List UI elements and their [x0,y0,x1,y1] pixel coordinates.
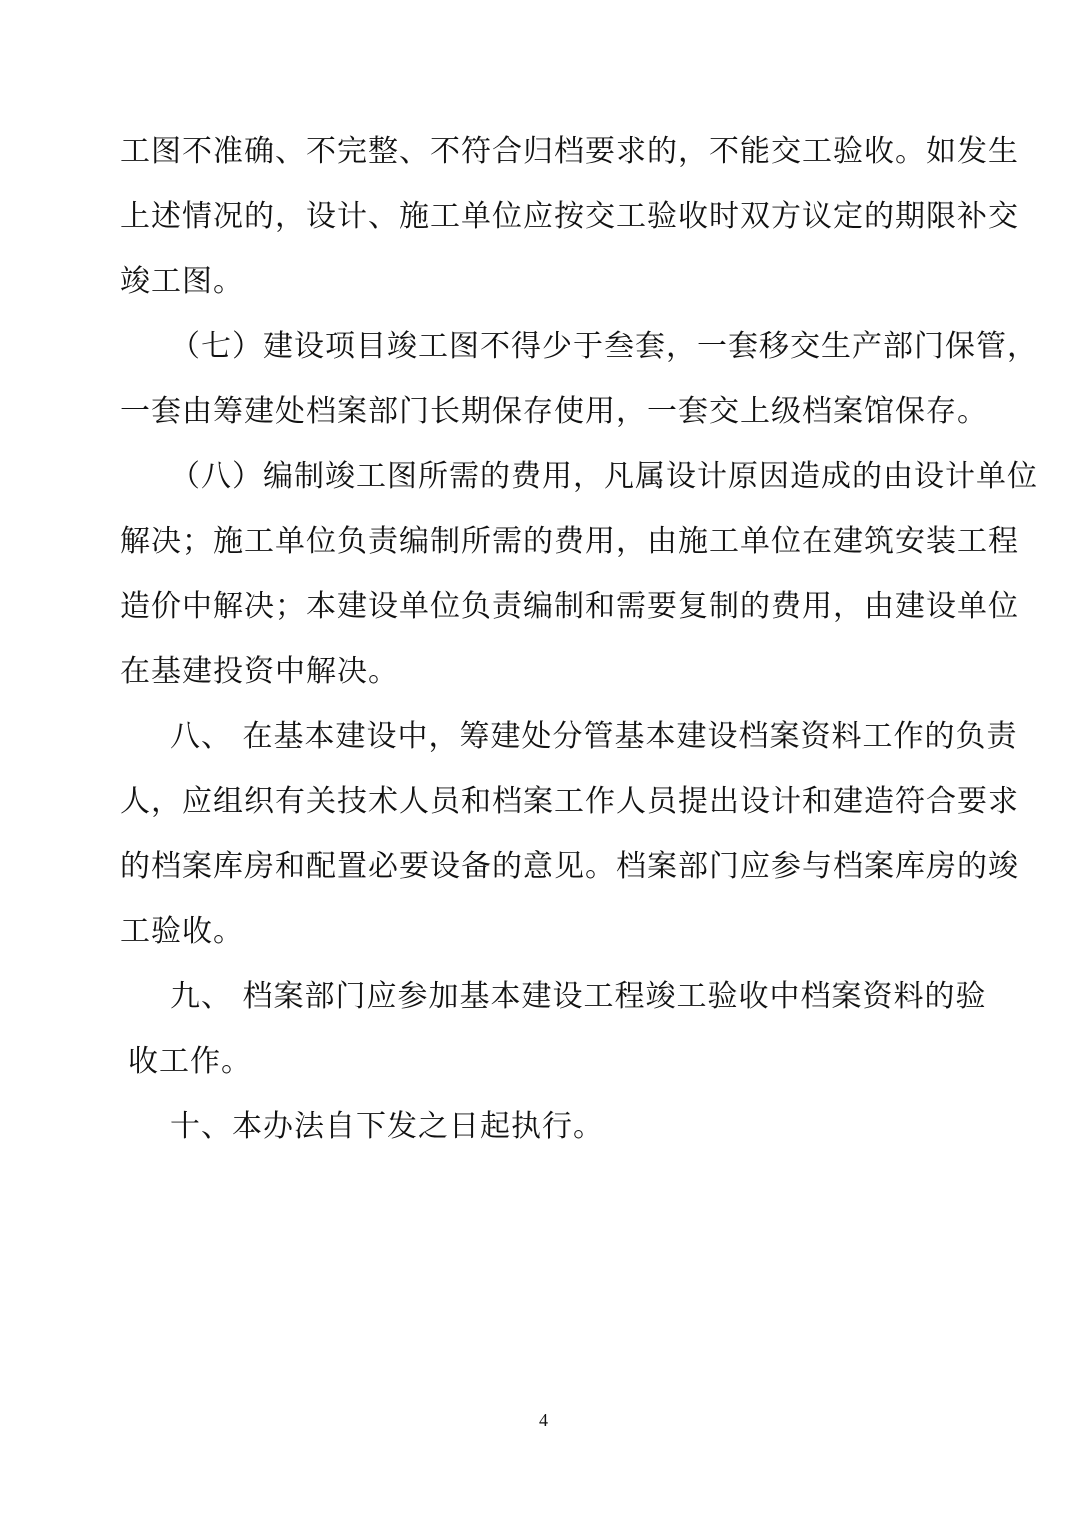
paragraph-line-12: 的档案库房和配置必要设备的意见。档案部门应参与档案库房的竣 [120,849,1019,884]
paragraph-line-6: （八）编制竣工图所需的费用，凡属设计原因造成的由设计单位 [170,459,1038,494]
paragraph-line-1: 工图不准确、不完整、不符合归档要求的，不能交工验收。如发生 [120,134,1019,169]
paragraph-line-3: 竣工图。 [120,264,244,299]
paragraph-line-16: 十、本办法自下发之日起执行。 [170,1109,604,1144]
paragraph-line-14: 九、 档案部门应参加基本建设工程竣工验收中档案资料的验 [170,979,987,1014]
paragraph-line-15: 收工作。 [128,1044,252,1079]
paragraph-line-13: 工验收。 [120,914,244,949]
paragraph-line-7: 解决；施工单位负责编制所需的费用，由施工单位在建筑安装工程 [120,524,1019,559]
paragraph-line-4: （七）建设项目竣工图不得少于叁套，一套移交生产部门保管， [170,329,1038,364]
paragraph-line-2: 上述情况的，设计、施工单位应按交工验收时双方议定的期限补交 [120,199,1019,234]
paragraph-line-11: 人，应组织有关技术人员和档案工作人员提出设计和建造符合要求 [120,784,1019,819]
paragraph-line-10: 八、 在基本建设中，筹建处分管基本建设档案资料工作的负责 [170,719,1018,754]
page-number: 4 [539,1410,548,1430]
paragraph-line-5: 一套由筹建处档案部门长期保存使用，一套交上级档案馆保存。 [120,394,988,429]
paragraph-line-8: 造价中解决；本建设单位负责编制和需要复制的费用，由建设单位 [120,589,1019,624]
paragraph-line-9: 在基建投资中解决。 [120,654,399,689]
